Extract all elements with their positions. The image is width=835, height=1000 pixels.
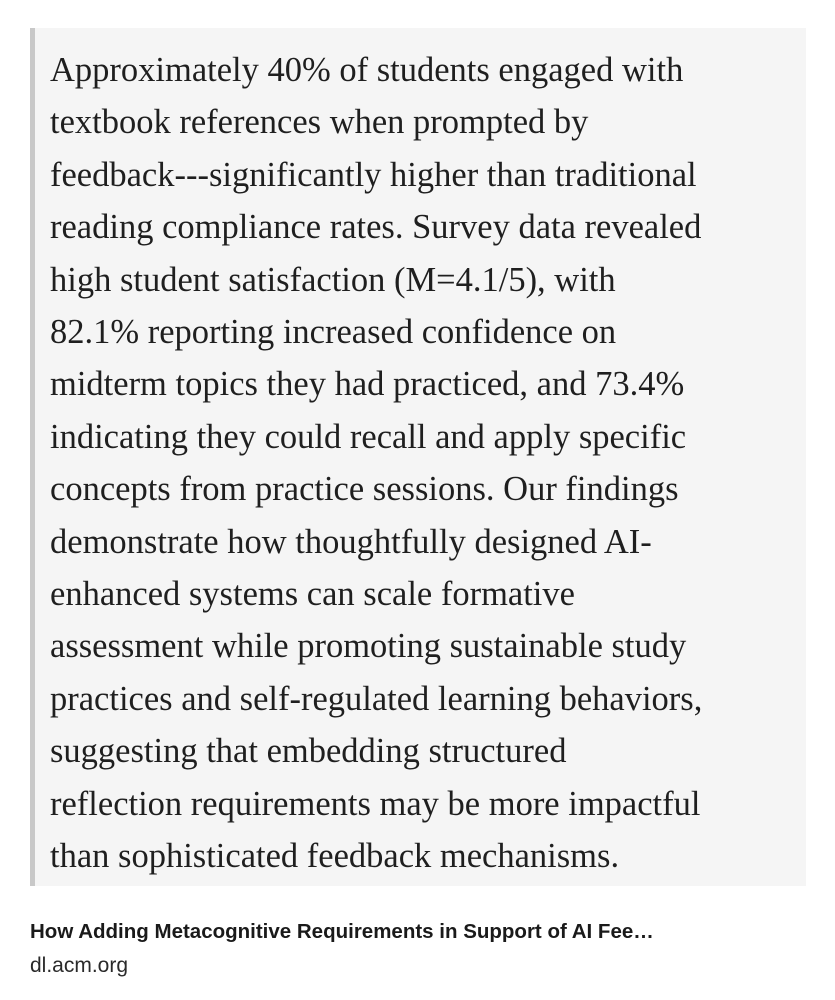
quote-line: than sophisticated feedback mechanisms.	[50, 837, 620, 876]
quote-line: Approximately 40% of students engaged with	[50, 51, 684, 89]
quote-line: midterm topics they had practiced, and 73.4%	[50, 365, 685, 404]
quote-line: feedback---significantly higher than traditional	[50, 155, 697, 194]
link-preview-domain[interactable]: dl.acm.org	[30, 954, 129, 977]
quote-line: practices and self-regulated learning behaviors,	[50, 679, 703, 718]
quote-line: concepts from practice sessions. Our findings	[50, 470, 679, 509]
quote-line: reading compliance rates. Survey data revealed	[50, 208, 702, 247]
quote-line: high student satisfaction (M=4.1/5), with	[50, 260, 616, 299]
quote-line: 82.1% reporting increased confidence on	[50, 313, 617, 352]
quote-line: reflection requirements may be more impactful	[50, 784, 701, 823]
quote-card	[30, 28, 806, 886]
quote-line: demonstrate how thoughtfully designed AI-	[50, 522, 652, 561]
quote-line: enhanced systems can scale formative	[50, 575, 575, 614]
quote-line: suggesting that embedding structured	[50, 732, 567, 771]
quote-text	[50, 44, 802, 883]
quote-line: assessment while promoting sustainable study	[50, 627, 687, 666]
quote-line: indicating they could recall and apply specific	[50, 417, 687, 456]
quote-bar	[30, 28, 35, 886]
quote-line: textbook references when prompted by	[50, 103, 589, 142]
link-preview-title[interactable]: How Adding Metacognitive Requirements in Support of AI Fee…	[30, 920, 654, 943]
